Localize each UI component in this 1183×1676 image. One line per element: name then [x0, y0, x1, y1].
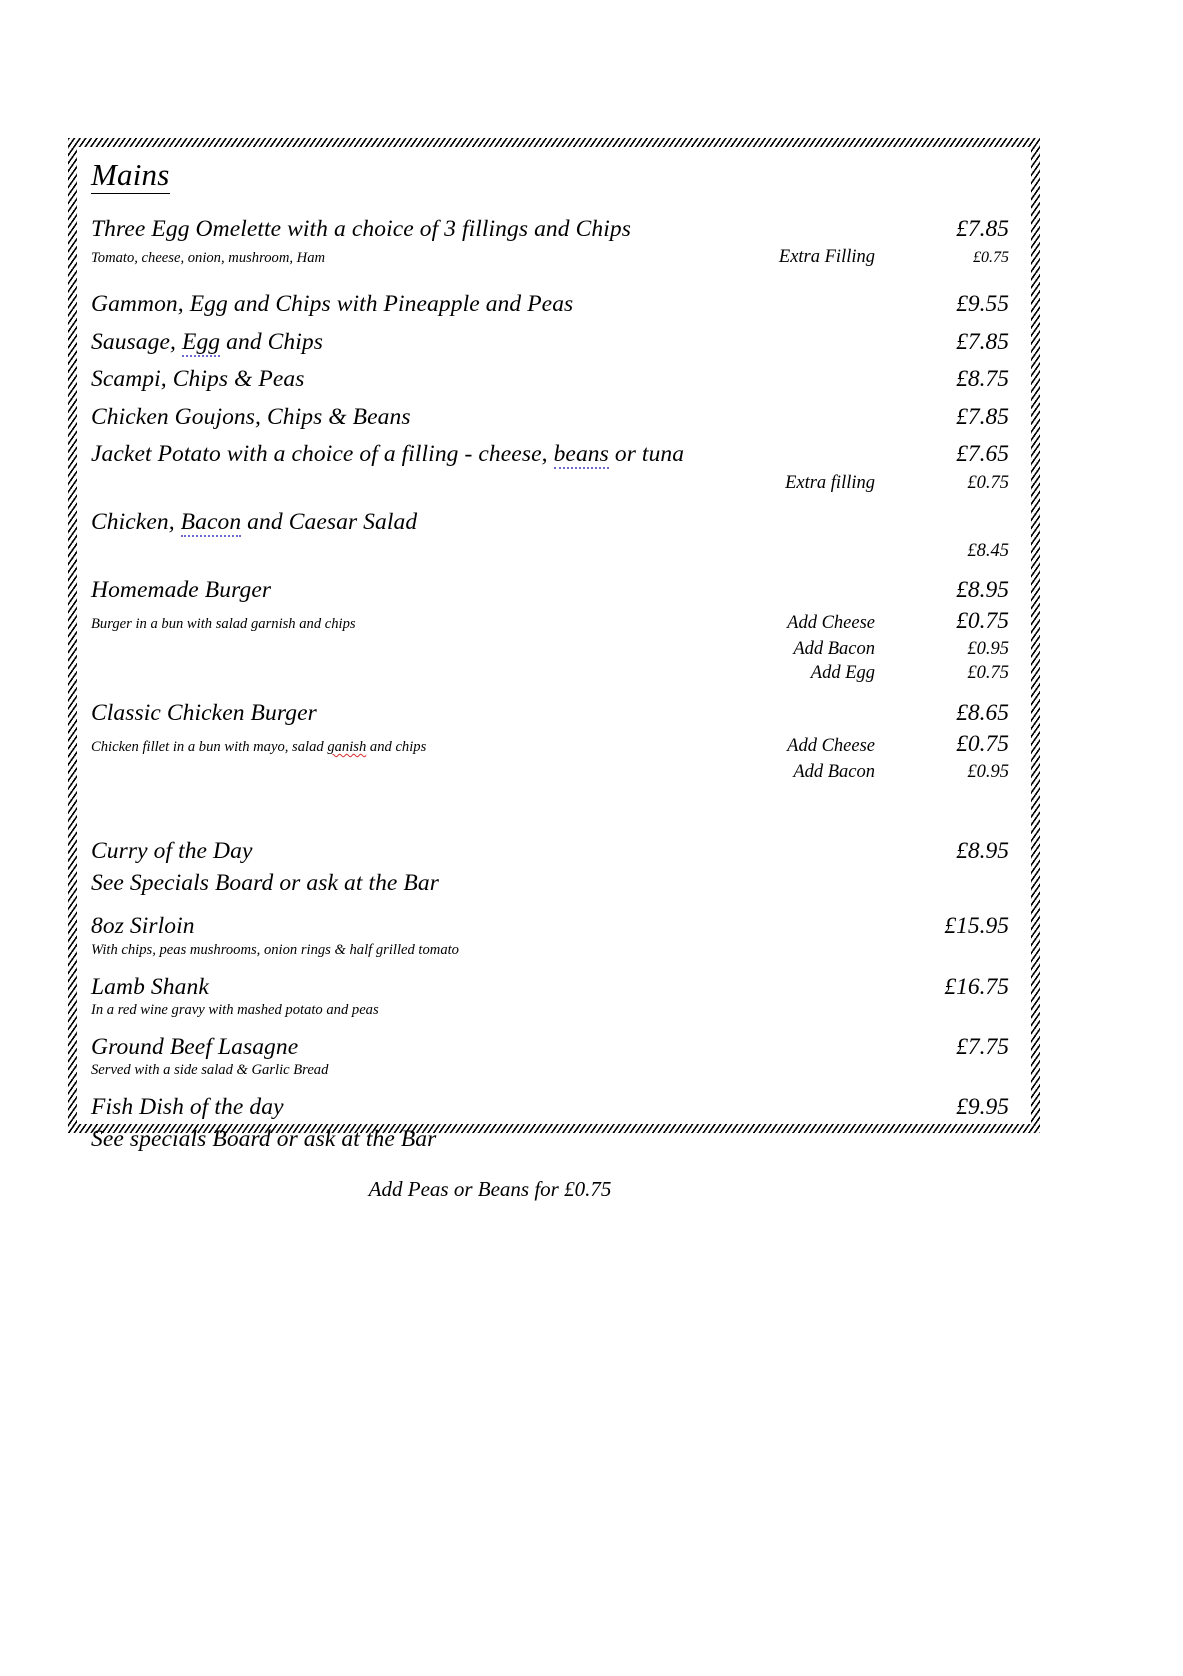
- item-price: £8.65: [956, 699, 1009, 726]
- item-addon-price: £0.75: [956, 608, 1009, 635]
- item-name-pre: Chicken,: [91, 509, 181, 536]
- item-description: [91, 738, 426, 757]
- item-description: Tomato, cheese, onion, mushroom, Ham: [91, 250, 326, 267]
- item-description: With chips, peas mushrooms, onion rings & half grilled tomato: [91, 941, 459, 958]
- item-name: Ground Beef Lasagne: [91, 1033, 299, 1060]
- grammar-flagged-word: beans: [553, 441, 609, 468]
- menu-footer-note: Add Peas or Beans for £0.75: [368, 1177, 612, 1202]
- menu-item: [91, 698, 1009, 784]
- menu-item: [91, 1032, 1009, 1080]
- menu-decorative-frame: [68, 138, 1040, 1202]
- item-name-post: or tuna: [608, 441, 685, 468]
- item-name: Gammon, Egg and Chips with Pineapple and Peas: [91, 291, 574, 318]
- menu-item: [91, 289, 1009, 320]
- item-addon-label: Add Bacon: [793, 638, 875, 659]
- item-name-pre: Jacket Potato with a choice of a filling - cheese,: [91, 441, 554, 468]
- item-name: Lamb Shank: [91, 973, 209, 1000]
- item-name-post: and Caesar Salad: [241, 509, 418, 536]
- menu-item: [91, 911, 1009, 959]
- item-subtitle: See specials Board or ask at the Bar: [91, 1125, 437, 1152]
- item-addon-label: Add Egg: [810, 663, 875, 684]
- spelling-flagged-word: ganish: [327, 739, 367, 756]
- item-price: £9.95: [956, 1094, 1009, 1121]
- item-description: Burger in a bun with salad garnish and chips: [91, 616, 356, 633]
- menu-item: [91, 836, 1009, 899]
- item-addon-price: £0.75: [956, 731, 1009, 758]
- grammar-flagged-word: Bacon: [180, 509, 242, 536]
- item-price: £7.75: [956, 1033, 1009, 1060]
- item-name-post: and Chips: [220, 328, 323, 355]
- item-addon-price: £0.75: [967, 472, 1009, 493]
- menu-item: [91, 327, 1009, 358]
- item-price: £7.85: [956, 328, 1009, 355]
- item-addon-label: Extra Filling: [778, 247, 875, 268]
- menu-item: [91, 1092, 1009, 1155]
- item-addon-price: £0.75: [973, 249, 1009, 267]
- item-addon-price: £0.75: [967, 663, 1009, 684]
- item-addon-label: Add Bacon: [793, 761, 875, 782]
- item-price: £8.95: [956, 838, 1009, 865]
- item-price: £8.45: [967, 540, 1009, 561]
- item-price: £7.85: [956, 403, 1009, 430]
- menu-item: [91, 402, 1009, 433]
- item-addon-label: Add Cheese: [787, 613, 875, 634]
- item-name: Homemade Burger: [91, 576, 272, 603]
- item-name: Fish Dish of the day: [91, 1094, 284, 1121]
- item-name: Chicken Goujons, Chips & Beans: [91, 403, 411, 430]
- item-price: £15.95: [944, 913, 1009, 940]
- item-name-pre: Sausage,: [91, 328, 182, 355]
- item-price: £7.85: [956, 215, 1009, 242]
- item-name: 8oz Sirloin: [91, 913, 195, 940]
- item-subtitle: See Specials Board or ask at the Bar: [91, 869, 439, 896]
- section-heading-wrap: [91, 155, 1009, 194]
- item-addon-price: £0.95: [967, 761, 1009, 782]
- menu-item: [91, 214, 1009, 270]
- item-price: £9.55: [956, 291, 1009, 318]
- item-addon-label: Add Cheese: [787, 736, 875, 757]
- menu-item: [91, 972, 1009, 1020]
- menu-item: [91, 364, 1009, 395]
- item-price: £16.75: [944, 973, 1009, 1000]
- item-name: Classic Chicken Burger: [91, 699, 317, 726]
- item-price: £7.65: [956, 441, 1009, 468]
- item-addon-label: Extra filling: [785, 472, 875, 493]
- item-name: [91, 327, 323, 358]
- item-price: £8.95: [956, 576, 1009, 603]
- item-addon-price: £0.95: [967, 638, 1009, 659]
- menu-item: [91, 439, 1009, 495]
- grammar-flagged-word: Egg: [181, 328, 221, 355]
- item-name: [91, 507, 417, 538]
- item-description: Served with a side salad & Garlic Bread: [91, 1062, 329, 1079]
- item-description-pre: Chicken fillet in a bun with mayo, salad: [91, 739, 328, 756]
- item-description-post: and chips: [366, 739, 427, 756]
- menu-item: [91, 575, 1009, 686]
- page-title: Mains: [91, 157, 170, 192]
- item-name: Curry of the Day: [91, 838, 253, 865]
- item-name: Scampi, Chips & Peas: [91, 366, 305, 393]
- item-price: £8.75: [956, 366, 1009, 393]
- item-name: [91, 439, 684, 470]
- menu-content: [77, 147, 1031, 1202]
- item-description: In a red wine gravy with mashed potato and peas: [91, 1001, 379, 1018]
- item-name: Three Egg Omelette with a choice of 3 fillings and Chips: [91, 215, 631, 242]
- menu-item: [91, 507, 1009, 563]
